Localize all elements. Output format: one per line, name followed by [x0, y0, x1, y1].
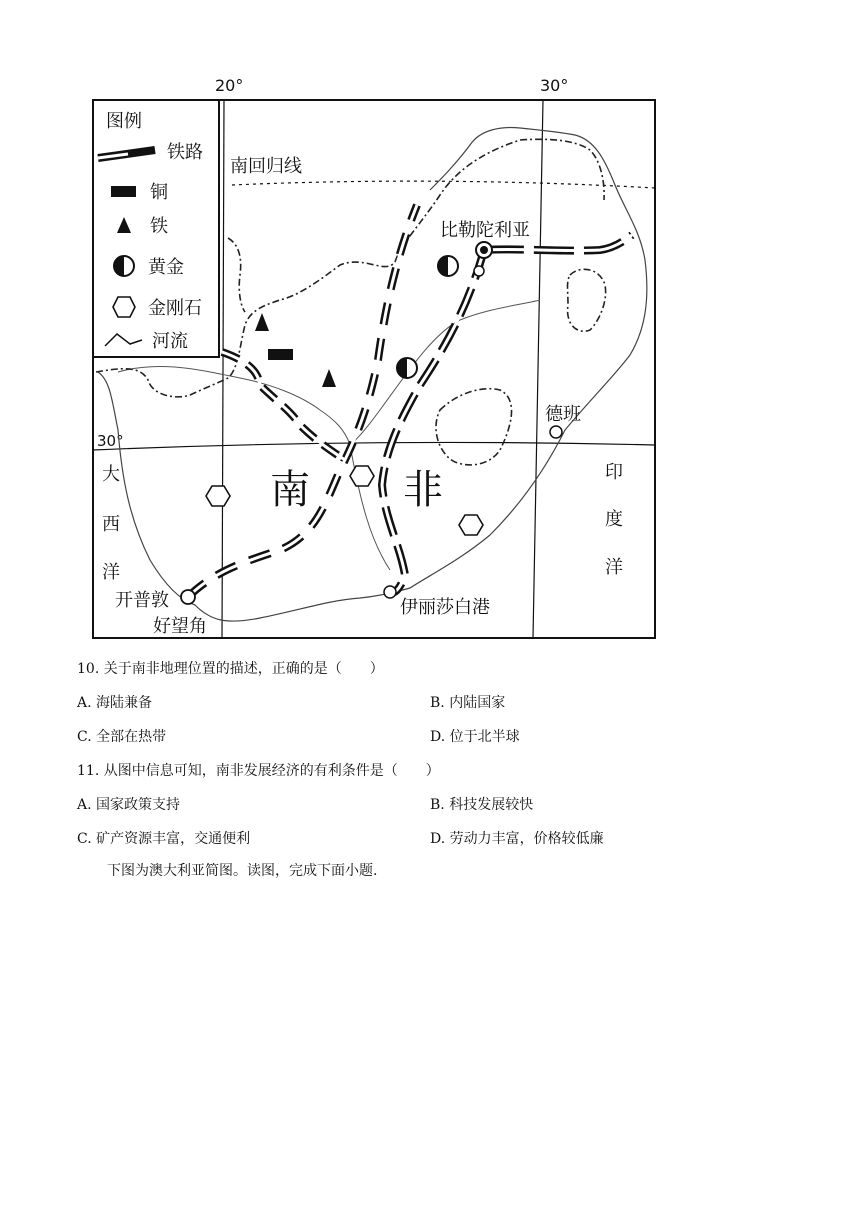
- border-lesotho: [436, 389, 512, 465]
- gold-symbol: [438, 256, 458, 276]
- question-11-option-c[interactable]: C. 矿产资源丰富，交通便利: [77, 831, 251, 847]
- legend-gold-icon: [114, 256, 134, 276]
- city-durban-marker: [550, 426, 562, 438]
- border-northwest: [228, 238, 245, 312]
- legend-label-iron: 铁: [150, 216, 168, 237]
- question-11-option-b[interactable]: B. 科技发展较快: [430, 797, 534, 813]
- city-marker: [474, 266, 484, 276]
- legend-label-railway: 铁路: [167, 142, 203, 163]
- legend-label-diamond: 金刚石: [148, 298, 202, 319]
- indian-label-3: 洋: [605, 557, 623, 578]
- legend-label-gold: 黄金: [148, 257, 184, 278]
- legend-diamond-icon: [113, 297, 135, 317]
- legend-label-river: 河流: [152, 331, 188, 352]
- question-11-option-a[interactable]: A. 国家政策支持: [77, 797, 181, 813]
- city-label-cape: 好望角: [153, 616, 207, 637]
- diamond-symbol: [459, 515, 483, 535]
- country-label-1: 南: [270, 467, 310, 513]
- gold-symbol: [397, 358, 417, 378]
- city-pretoria-marker: [476, 242, 492, 258]
- lat-label-30: 30°: [97, 432, 124, 450]
- country-label-2: 非: [403, 467, 443, 513]
- question-10-option-a[interactable]: A. 海陆兼备: [77, 695, 153, 711]
- city-pe-marker: [384, 586, 396, 598]
- copper-symbol: [268, 349, 293, 360]
- lon-label-30: 30°: [540, 76, 569, 95]
- diamond-symbol: [350, 466, 374, 486]
- indian-label-2: 度: [605, 509, 623, 530]
- city-label-capetown: 开普敦: [115, 590, 169, 611]
- diamond-symbol: [206, 486, 230, 506]
- city-capetown-marker: [181, 590, 195, 604]
- legend-copper-icon: [111, 186, 136, 197]
- question-10-option-c[interactable]: C. 全部在热带: [77, 729, 167, 745]
- atlantic-label-3: 洋: [102, 562, 120, 583]
- parallel-30: [93, 442, 655, 450]
- border-eswatini: [568, 269, 606, 331]
- atlantic-label-2: 西: [102, 514, 120, 535]
- city-label-pe: 伊丽莎白港: [400, 597, 490, 618]
- tropic-label: 南回归线: [230, 156, 302, 177]
- atlantic-label-1: 大: [102, 464, 120, 485]
- question-11-option-d[interactable]: D. 劳动力丰富，价格较低廉: [430, 831, 604, 847]
- meridian-30: [533, 100, 543, 638]
- intro-text: 下图为澳大利亚简图。读图，完成下面小题.: [107, 863, 378, 879]
- city-label-pretoria: 比勒陀利亚: [440, 220, 530, 241]
- question-10-option-d[interactable]: D. 位于北半球: [430, 729, 520, 745]
- city-label-durban: 德班: [545, 404, 581, 425]
- tropic-line: [232, 181, 655, 188]
- legend-label-copper: 铜: [150, 182, 168, 203]
- legend: [93, 100, 219, 357]
- railway-lines: [188, 205, 632, 597]
- lon-label-20: 20°: [215, 76, 244, 95]
- question-11-stem: 11. 从图中信息可知，南非发展经济的有利条件是（ ）: [77, 763, 440, 779]
- question-10-option-b[interactable]: B. 内陆国家: [430, 695, 506, 711]
- meridian-20: [222, 100, 224, 638]
- iron-symbol: [255, 313, 269, 331]
- legend-title: 图例: [106, 111, 142, 132]
- indian-label-1: 印: [605, 462, 623, 483]
- iron-symbol: [322, 369, 336, 387]
- question-10-stem: 10. 关于南非地理位置的描述，正确的是（ ）: [77, 661, 384, 677]
